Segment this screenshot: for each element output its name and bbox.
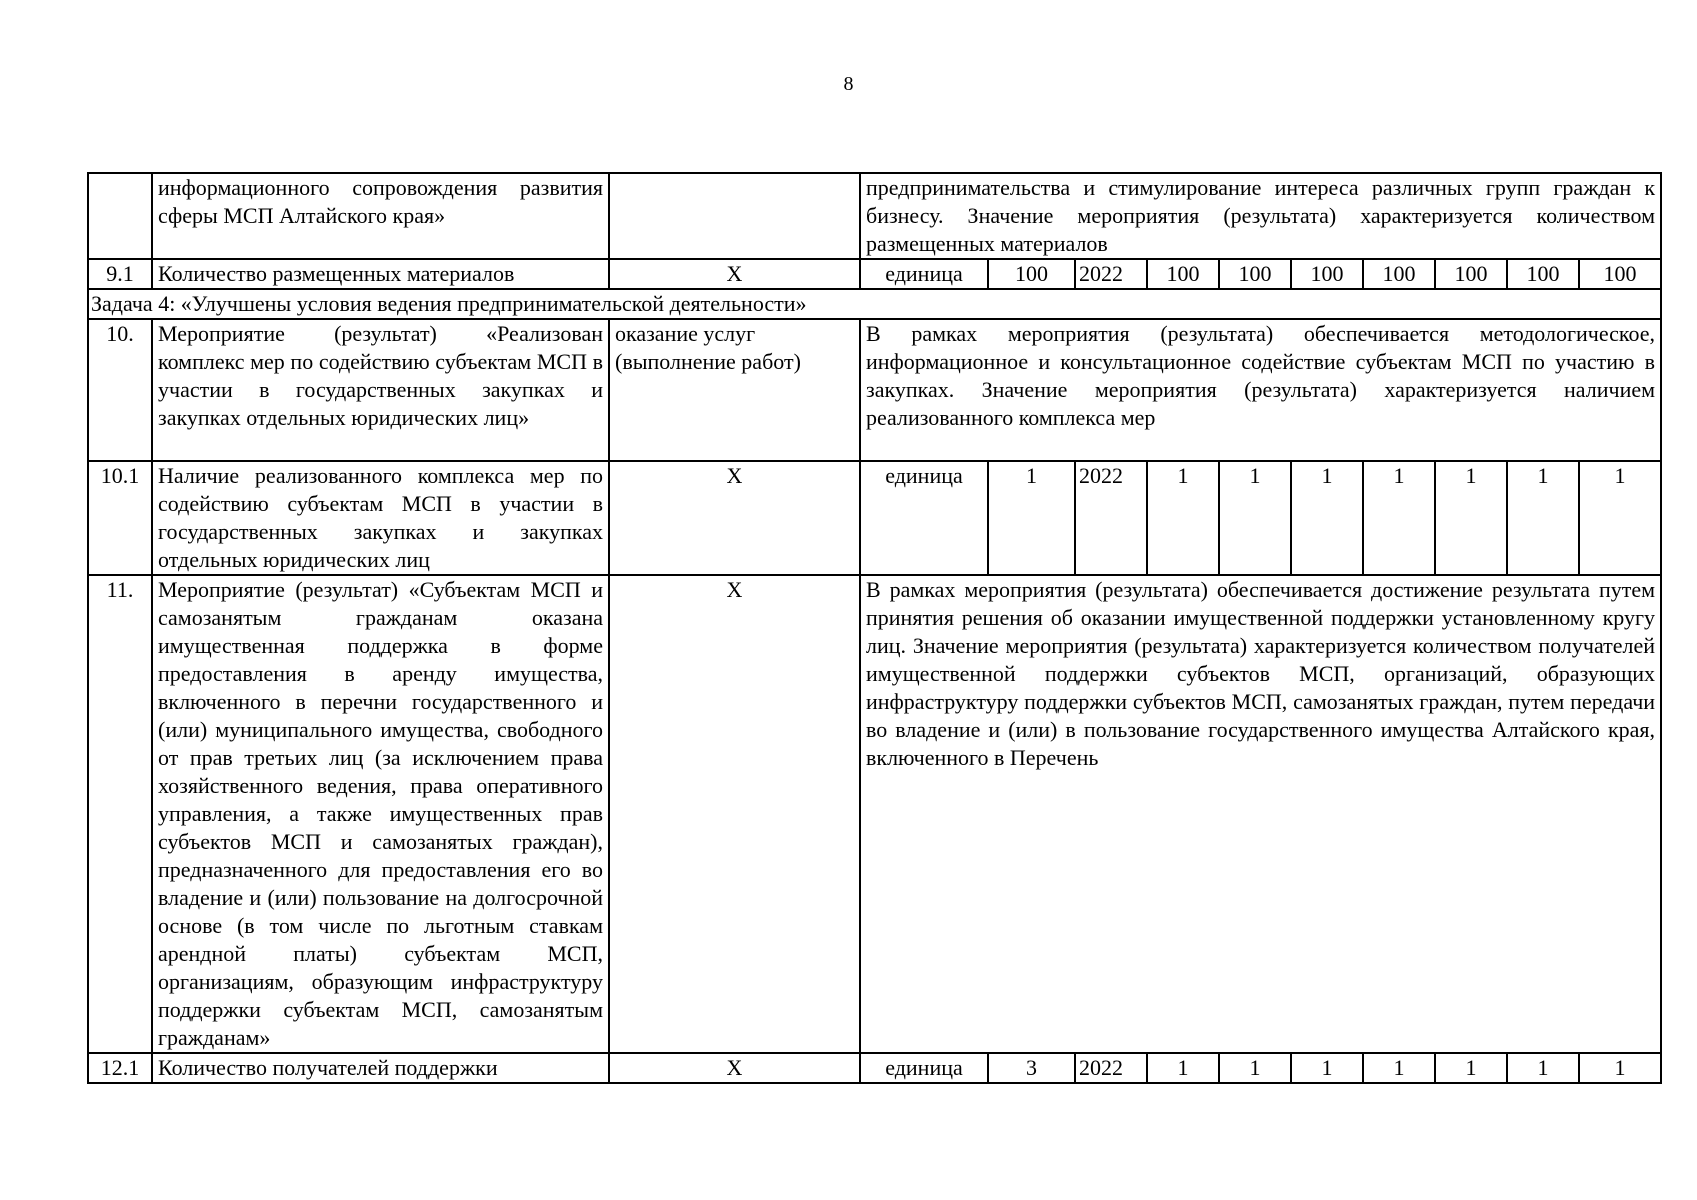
base-value: 1 — [988, 461, 1075, 575]
indicator-name: Количество получателей поддержки — [152, 1053, 609, 1083]
value-cell: 100 — [1291, 259, 1363, 289]
row-number: 9.1 — [88, 259, 152, 289]
value-cell: 100 — [1435, 259, 1507, 289]
row-number: 11. — [88, 575, 152, 1053]
value-cell: 1 — [1363, 1053, 1435, 1083]
table-row — [88, 1053, 1661, 1083]
row-number — [88, 173, 152, 259]
base-value: 100 — [988, 259, 1075, 289]
table-row — [88, 173, 1661, 259]
section-row — [88, 289, 1661, 319]
measure-type: оказание услуг (выполнение работ) — [609, 319, 860, 461]
base-year: 2022 — [1075, 1053, 1147, 1083]
indicator-type: X — [609, 461, 860, 575]
value-cell: 100 — [1219, 259, 1291, 289]
measure-name: Мероприятие (результат) «Субъектам МСП и самозанятым гражданам оказана имущественная поддержка в форме предоставления в аренду имущества, включенного в перечни государственного и (или) муниципального имущества, свободного от прав третьих лиц (за исключением права хозяйственного ведения, права оперативного управления, а также имущественных прав субъектов МСП и самозанятых граждан), предназначенного для предоставления его во владение и (или) пользование на долгосрочной основе (в том числе по льготным ставкам арендной платы) субъектам МСП, организациям, образующим инфраструктуру поддержки субъектам МСП, самозанятым гражданам» — [152, 575, 609, 1053]
row-number: 12.1 — [88, 1053, 152, 1083]
value-cell: 1 — [1435, 1053, 1507, 1083]
indicator-name: Количество размещенных материалов — [152, 259, 609, 289]
unit-cell: единица — [860, 461, 988, 575]
value-cell: 1 — [1219, 461, 1291, 575]
value-cell: 1 — [1363, 461, 1435, 575]
measure-type: X — [609, 575, 860, 1053]
value-cell: 100 — [1147, 259, 1219, 289]
measure-name: Мероприятие (результат) «Реализован комплекс мер по содействию субъектам МСП в участии в государственных закупках и закупках отдельных юридических лиц» — [152, 319, 609, 461]
row-number: 10.1 — [88, 461, 152, 575]
task-heading: Задача 4: «Улучшены условия ведения предпринимательской деятельности» — [88, 289, 1661, 319]
value-cell: 100 — [1579, 259, 1661, 289]
value-cell: 1 — [1507, 461, 1579, 575]
indicator-type: X — [609, 259, 860, 289]
table-row — [88, 319, 1661, 461]
measure-name: информационного сопровождения развития сферы МСП Алтайского края» — [152, 173, 609, 259]
value-cell: 1 — [1291, 461, 1363, 575]
value-cell: 1 — [1147, 461, 1219, 575]
value-cell: 1 — [1147, 1053, 1219, 1083]
value-cell: 1 — [1507, 1053, 1579, 1083]
value-cell: 100 — [1363, 259, 1435, 289]
page-number: 8 — [843, 73, 854, 95]
measure-type — [609, 173, 860, 259]
row-number: 10. — [88, 319, 152, 461]
measure-description: В рамках мероприятия (результата) обеспечивается достижение результата путем принятия решения об оказании имущественной поддержки установленному кругу лиц. Значение мероприятия (результата) характеризуется количеством получателей имущественной поддержки субъектов МСП, организаций, образующих инфраструктуру поддержки субъектов МСП, самозанятых граждан, путем передачи во владение и (или) в пользование государственного имущества Алтайского края, включенного в Перечень — [860, 575, 1661, 1053]
table-row — [88, 259, 1661, 289]
base-year: 2022 — [1075, 259, 1147, 289]
base-year: 2022 — [1075, 461, 1147, 575]
unit-cell: единица — [860, 1053, 988, 1083]
value-cell: 1 — [1435, 461, 1507, 575]
measure-description: предпринимательства и стимулирование интереса различных групп граждан к бизнесу. Значение мероприятия (результата) характеризуется количеством размещенных материалов — [860, 173, 1661, 259]
indicator-name: Наличие реализованного комплекса мер по содействию субъектам МСП в участии в государственных закупках и закупках отдельных юридических лиц — [152, 461, 609, 575]
value-cell: 1 — [1291, 1053, 1363, 1083]
value-cell: 1 — [1219, 1053, 1291, 1083]
base-value: 3 — [988, 1053, 1075, 1083]
table-row — [88, 461, 1661, 575]
measure-description: В рамках мероприятия (результата) обеспечивается методологическое, информационное и консультационное содействие субъектам МСП по участию в закупках. Значение мероприятия (результата) характеризуется наличием реализованного комплекса мер — [860, 319, 1661, 461]
value-cell: 1 — [1579, 1053, 1661, 1083]
indicator-type: X — [609, 1053, 860, 1083]
unit-cell: единица — [860, 259, 988, 289]
table-row — [88, 575, 1661, 1053]
indicators-table — [87, 172, 1662, 1084]
value-cell: 100 — [1507, 259, 1579, 289]
value-cell: 1 — [1579, 461, 1661, 575]
